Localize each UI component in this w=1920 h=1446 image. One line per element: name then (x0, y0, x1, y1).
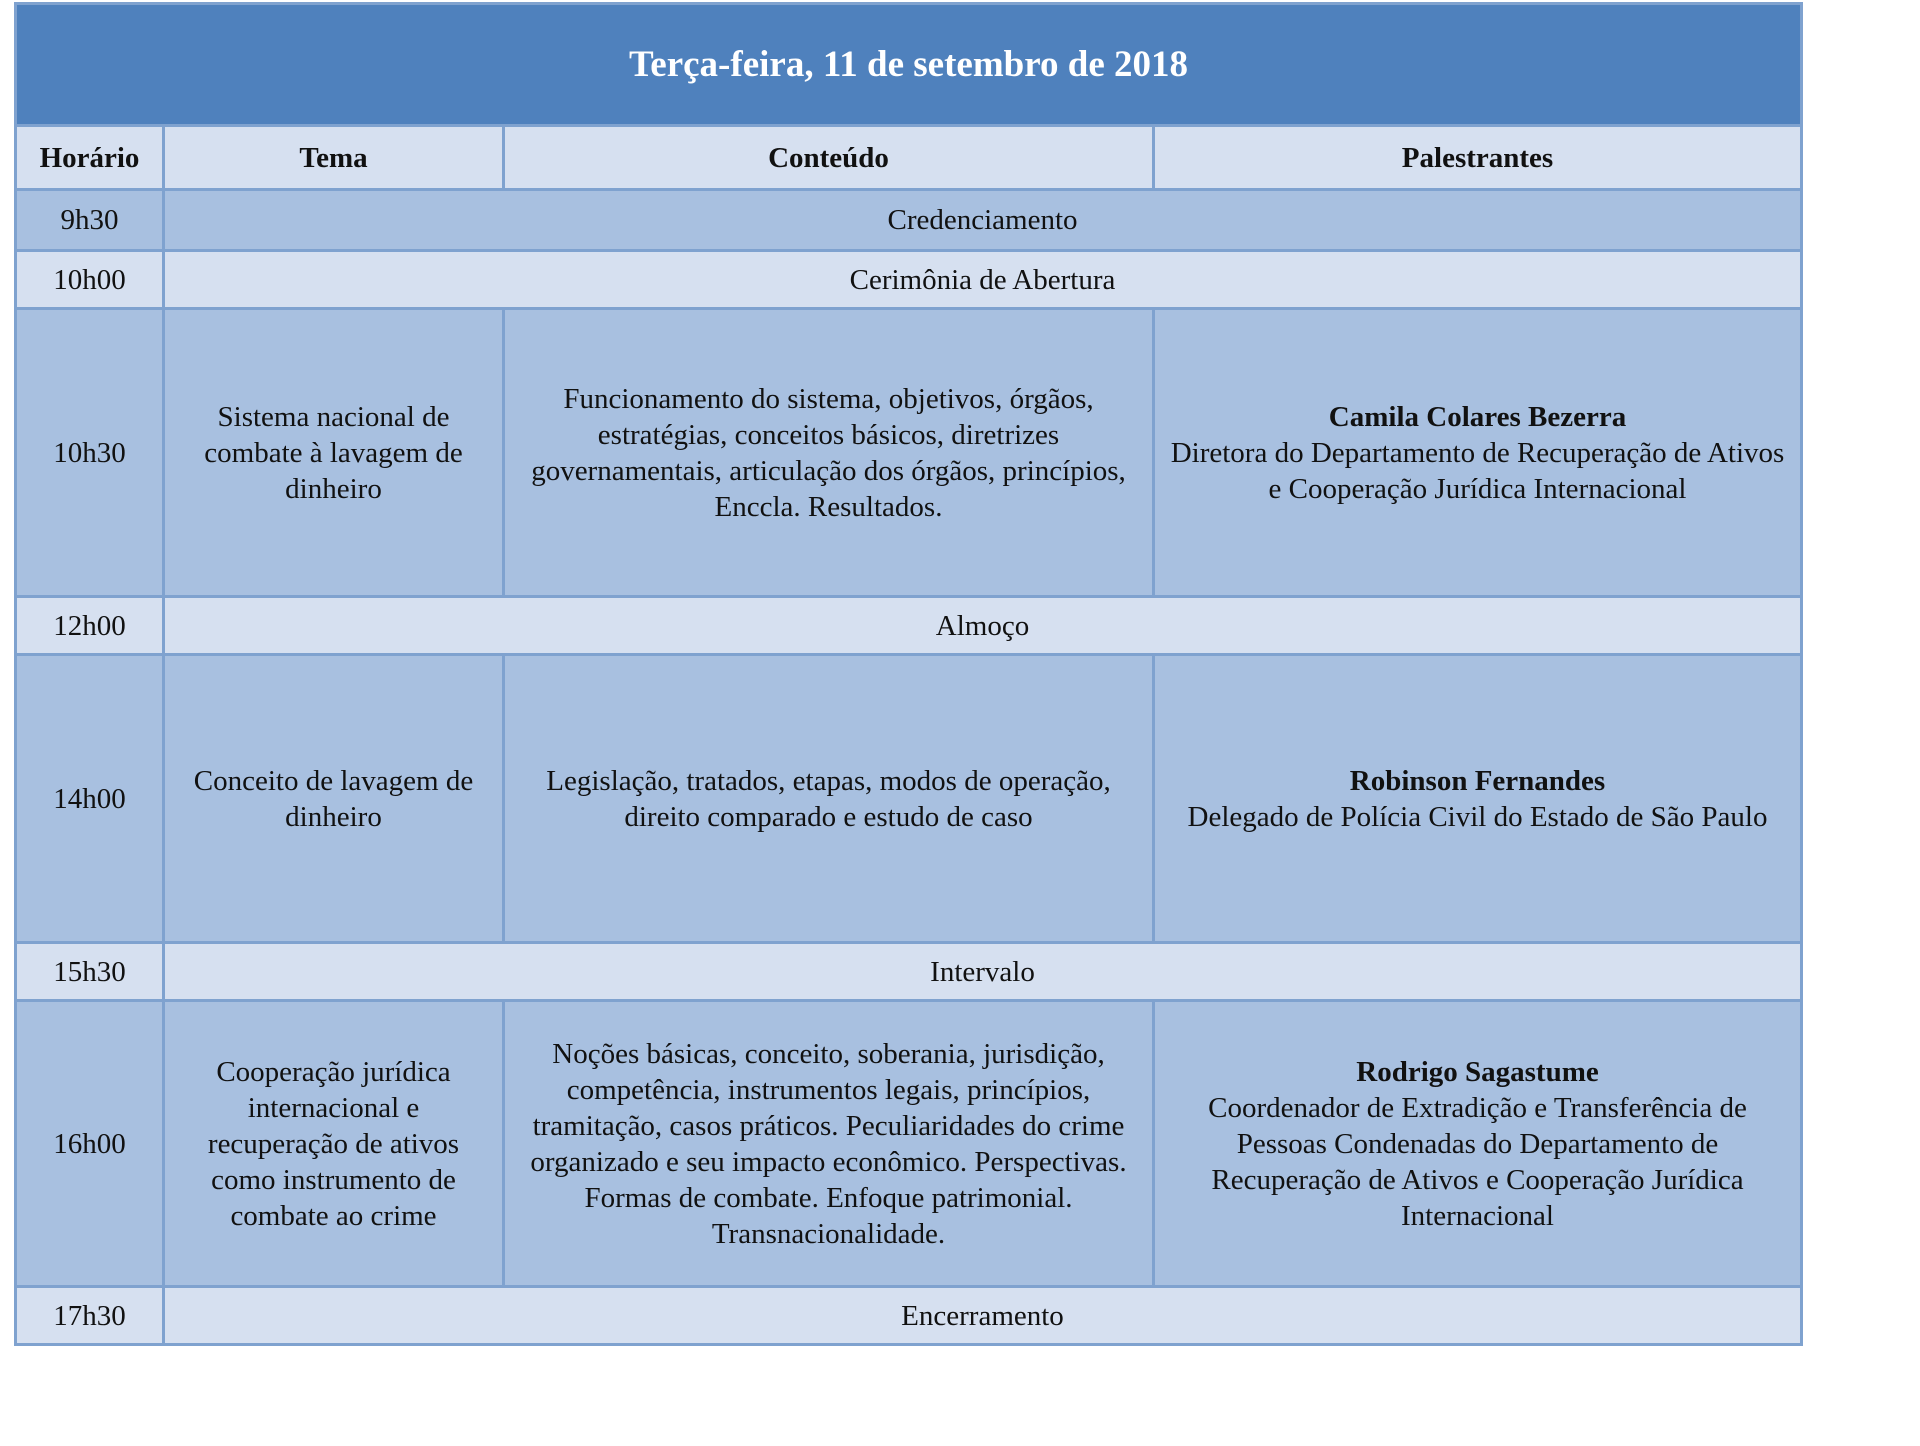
table-row (16, 943, 1802, 1001)
table-row (16, 655, 1802, 943)
speaker-name: Rodrigo Sagastume (1356, 1055, 1599, 1088)
time-cell: 12h00 (16, 597, 164, 655)
speaker-name: Camila Colares Bezerra (1328, 400, 1627, 433)
header-horario: Horário (16, 126, 164, 190)
conteudo-cell: Legislação, tratados, etapas, modos de operação, direito comparado e estudo de caso (504, 655, 1154, 943)
table-row (16, 190, 1802, 251)
palestrante-cell (1154, 309, 1802, 597)
table-row (16, 309, 1802, 597)
event-cell: Credenciamento (164, 190, 1802, 251)
speaker-role: Coordenador de Extradição e Transferência de Pessoas Condenadas do Departamento de Recuperação de Ativos e Cooperação Jurídica Internacional (1208, 1091, 1747, 1232)
time-cell: 10h30 (16, 309, 164, 597)
header-palestrantes: Palestrantes (1154, 126, 1802, 190)
time-cell: 16h00 (16, 1001, 164, 1287)
event-cell: Cerimônia de Abertura (164, 251, 1802, 309)
event-cell: Encerramento (164, 1287, 1802, 1345)
time-cell: 14h00 (16, 655, 164, 943)
schedule-table (14, 2, 1803, 1346)
tema-cell: Cooperação jurídica internacional e recuperação de ativos como instrumento de combate ao crime (164, 1001, 504, 1287)
header-tema: Tema (164, 126, 504, 190)
table-row (16, 1287, 1802, 1345)
speaker-name: Robinson Fernandes (1349, 764, 1606, 797)
speaker-role: Diretora do Departamento de Recuperação de Ativos e Cooperação Jurídica Internacional (1170, 436, 1785, 505)
conteudo-cell: Funcionamento do sistema, objetivos, órgãos, estratégias, conceitos básicos, diretrizes governamentais, articulação dos órgãos, princípios, Enccla. Resultados. (504, 309, 1154, 597)
speaker-role: Delegado de Polícia Civil do Estado de São Paulo (1187, 800, 1768, 833)
tema-cell: Conceito de lavagem de dinheiro (164, 655, 504, 943)
palestrante-cell (1154, 1001, 1802, 1287)
event-cell: Almoço (164, 597, 1802, 655)
event-cell: Intervalo (164, 943, 1802, 1001)
tema-cell: Sistema nacional de combate à lavagem de dinheiro (164, 309, 504, 597)
table-row (16, 251, 1802, 309)
header-conteudo: Conteúdo (504, 126, 1154, 190)
time-cell: 9h30 (16, 190, 164, 251)
time-cell: 10h00 (16, 251, 164, 309)
title-row (16, 4, 1802, 126)
conteudo-cell: Noções básicas, conceito, soberania, jurisdição, competência, instrumentos legais, princípios, tramitação, casos práticos. Peculiaridades do crime organizado e seu impacto econômico. Perspectivas. Formas de combate. Enfoque patrimonial. Transnacionalidade. (504, 1001, 1154, 1287)
time-cell: 17h30 (16, 1287, 164, 1345)
table-row (16, 1001, 1802, 1287)
time-cell: 15h30 (16, 943, 164, 1001)
palestrante-cell (1154, 655, 1802, 943)
header-row (16, 126, 1802, 190)
table-row (16, 597, 1802, 655)
page-title: Terça-feira, 11 de setembro de 2018 (16, 4, 1802, 126)
